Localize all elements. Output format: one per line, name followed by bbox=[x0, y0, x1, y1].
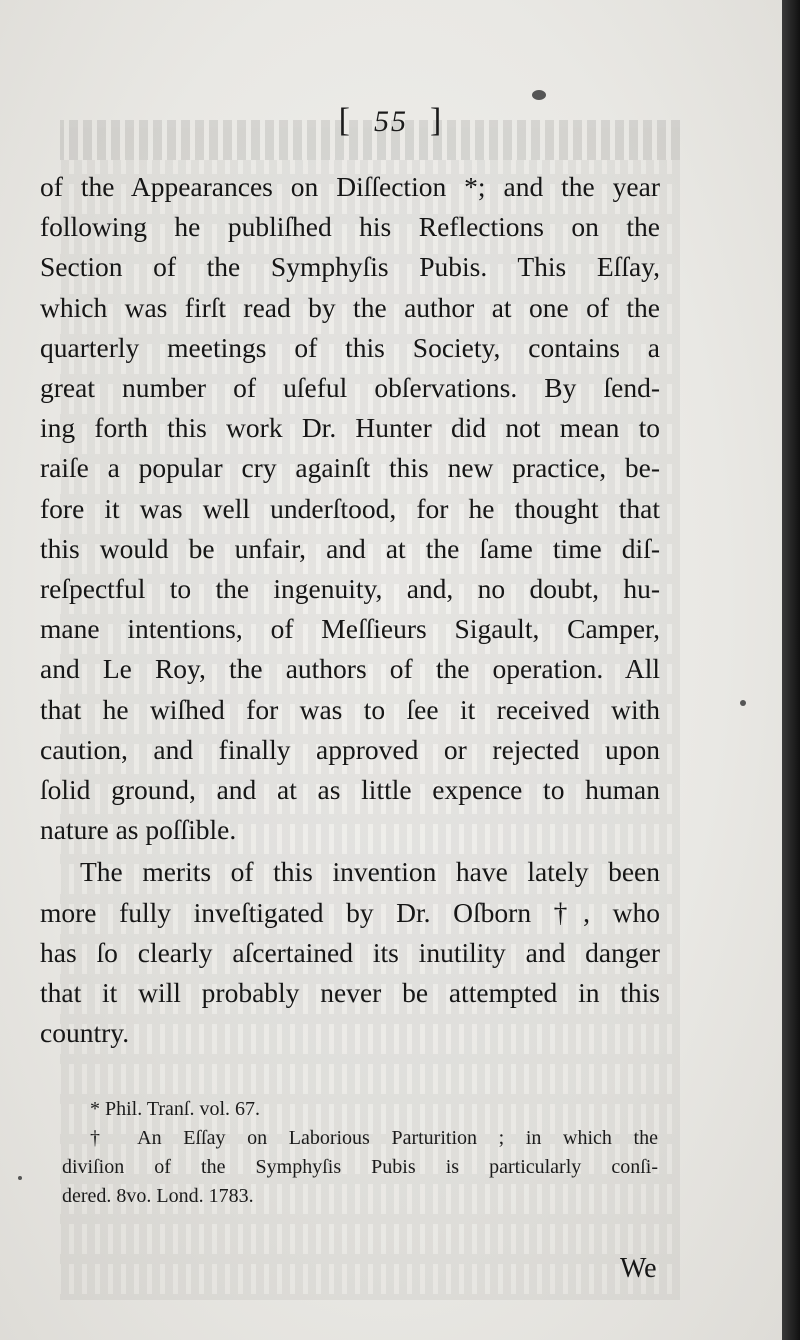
text-line: this would be unfair, and at the ſame time diſ- bbox=[40, 532, 660, 564]
text-line: ing forth this work Dr. Hunter did not mean to bbox=[40, 412, 660, 444]
text-line: that he wiſhed for was to ſee it received with bbox=[40, 693, 660, 725]
text-line: nature as poſſible. bbox=[40, 814, 237, 846]
text-line: that it will probably never be attempted in this bbox=[40, 977, 660, 1009]
page-header bbox=[0, 102, 782, 140]
text-line: reſpectful to the ingenuity, and, no doubt, hu- bbox=[40, 573, 660, 605]
text-line: and Le Roy, the authors of the operation. All bbox=[40, 653, 660, 685]
header-bracket-open: [ bbox=[338, 102, 352, 139]
catchword: We bbox=[620, 1253, 657, 1284]
text-line: quarterly meetings of this Society, contains a bbox=[40, 331, 660, 363]
footnote-2-line: † An Eſſay on Laborious Parturition ; in which the bbox=[90, 1127, 658, 1149]
text-line: raiſe a popular cry againſt this new practice, be- bbox=[40, 452, 660, 484]
text-line: Section of the Symphyſis Pubis. This Eſſay, bbox=[40, 251, 660, 283]
text-line: fore it was well underſtood, for he thought that bbox=[40, 492, 660, 524]
text-line: of the Appearances on Diſſection *; and the year bbox=[40, 171, 660, 202]
text-line: following he publiſhed his Reflections on the bbox=[40, 211, 660, 243]
footnotes bbox=[62, 1095, 658, 1211]
header-bracket-close: ] bbox=[430, 102, 444, 139]
text-line: caution, and finally approved or rejected upon bbox=[40, 733, 660, 765]
footnote-2-line: diviſion of the Symphyſis Pubis is particularly conſi- bbox=[62, 1156, 658, 1178]
paragraph-2 bbox=[40, 852, 660, 1053]
text-line: The merits of this invention have lately been bbox=[80, 856, 660, 888]
ink-speck bbox=[740, 700, 746, 706]
text-line: which was firſt read by the author at one of the bbox=[40, 291, 660, 323]
text-line: country. bbox=[40, 1017, 130, 1049]
ink-speck bbox=[18, 1176, 22, 1180]
text-line: has ſo clearly aſcertained its inutility and danger bbox=[40, 936, 660, 968]
page-edge-shadow bbox=[782, 0, 800, 1340]
page-number: 55 bbox=[374, 105, 408, 138]
paragraph-1 bbox=[40, 167, 660, 850]
text-line: ſolid ground, and at as little expence to human bbox=[40, 774, 660, 806]
text-line: great number of uſeful obſervations. By ſend- bbox=[40, 372, 660, 404]
text-line: more fully inveſtigated by Dr. Oſborn †, who bbox=[40, 896, 660, 928]
text-line: mane intentions, of Meſſieurs Sigault, Camper, bbox=[40, 613, 660, 645]
footnote-2-line: dered. 8vo. Lond. 1783. bbox=[62, 1185, 254, 1207]
footnote-1: * Phil. Tranſ. vol. 67. bbox=[90, 1098, 261, 1120]
ink-speck bbox=[532, 90, 546, 100]
body-text bbox=[40, 167, 660, 1053]
